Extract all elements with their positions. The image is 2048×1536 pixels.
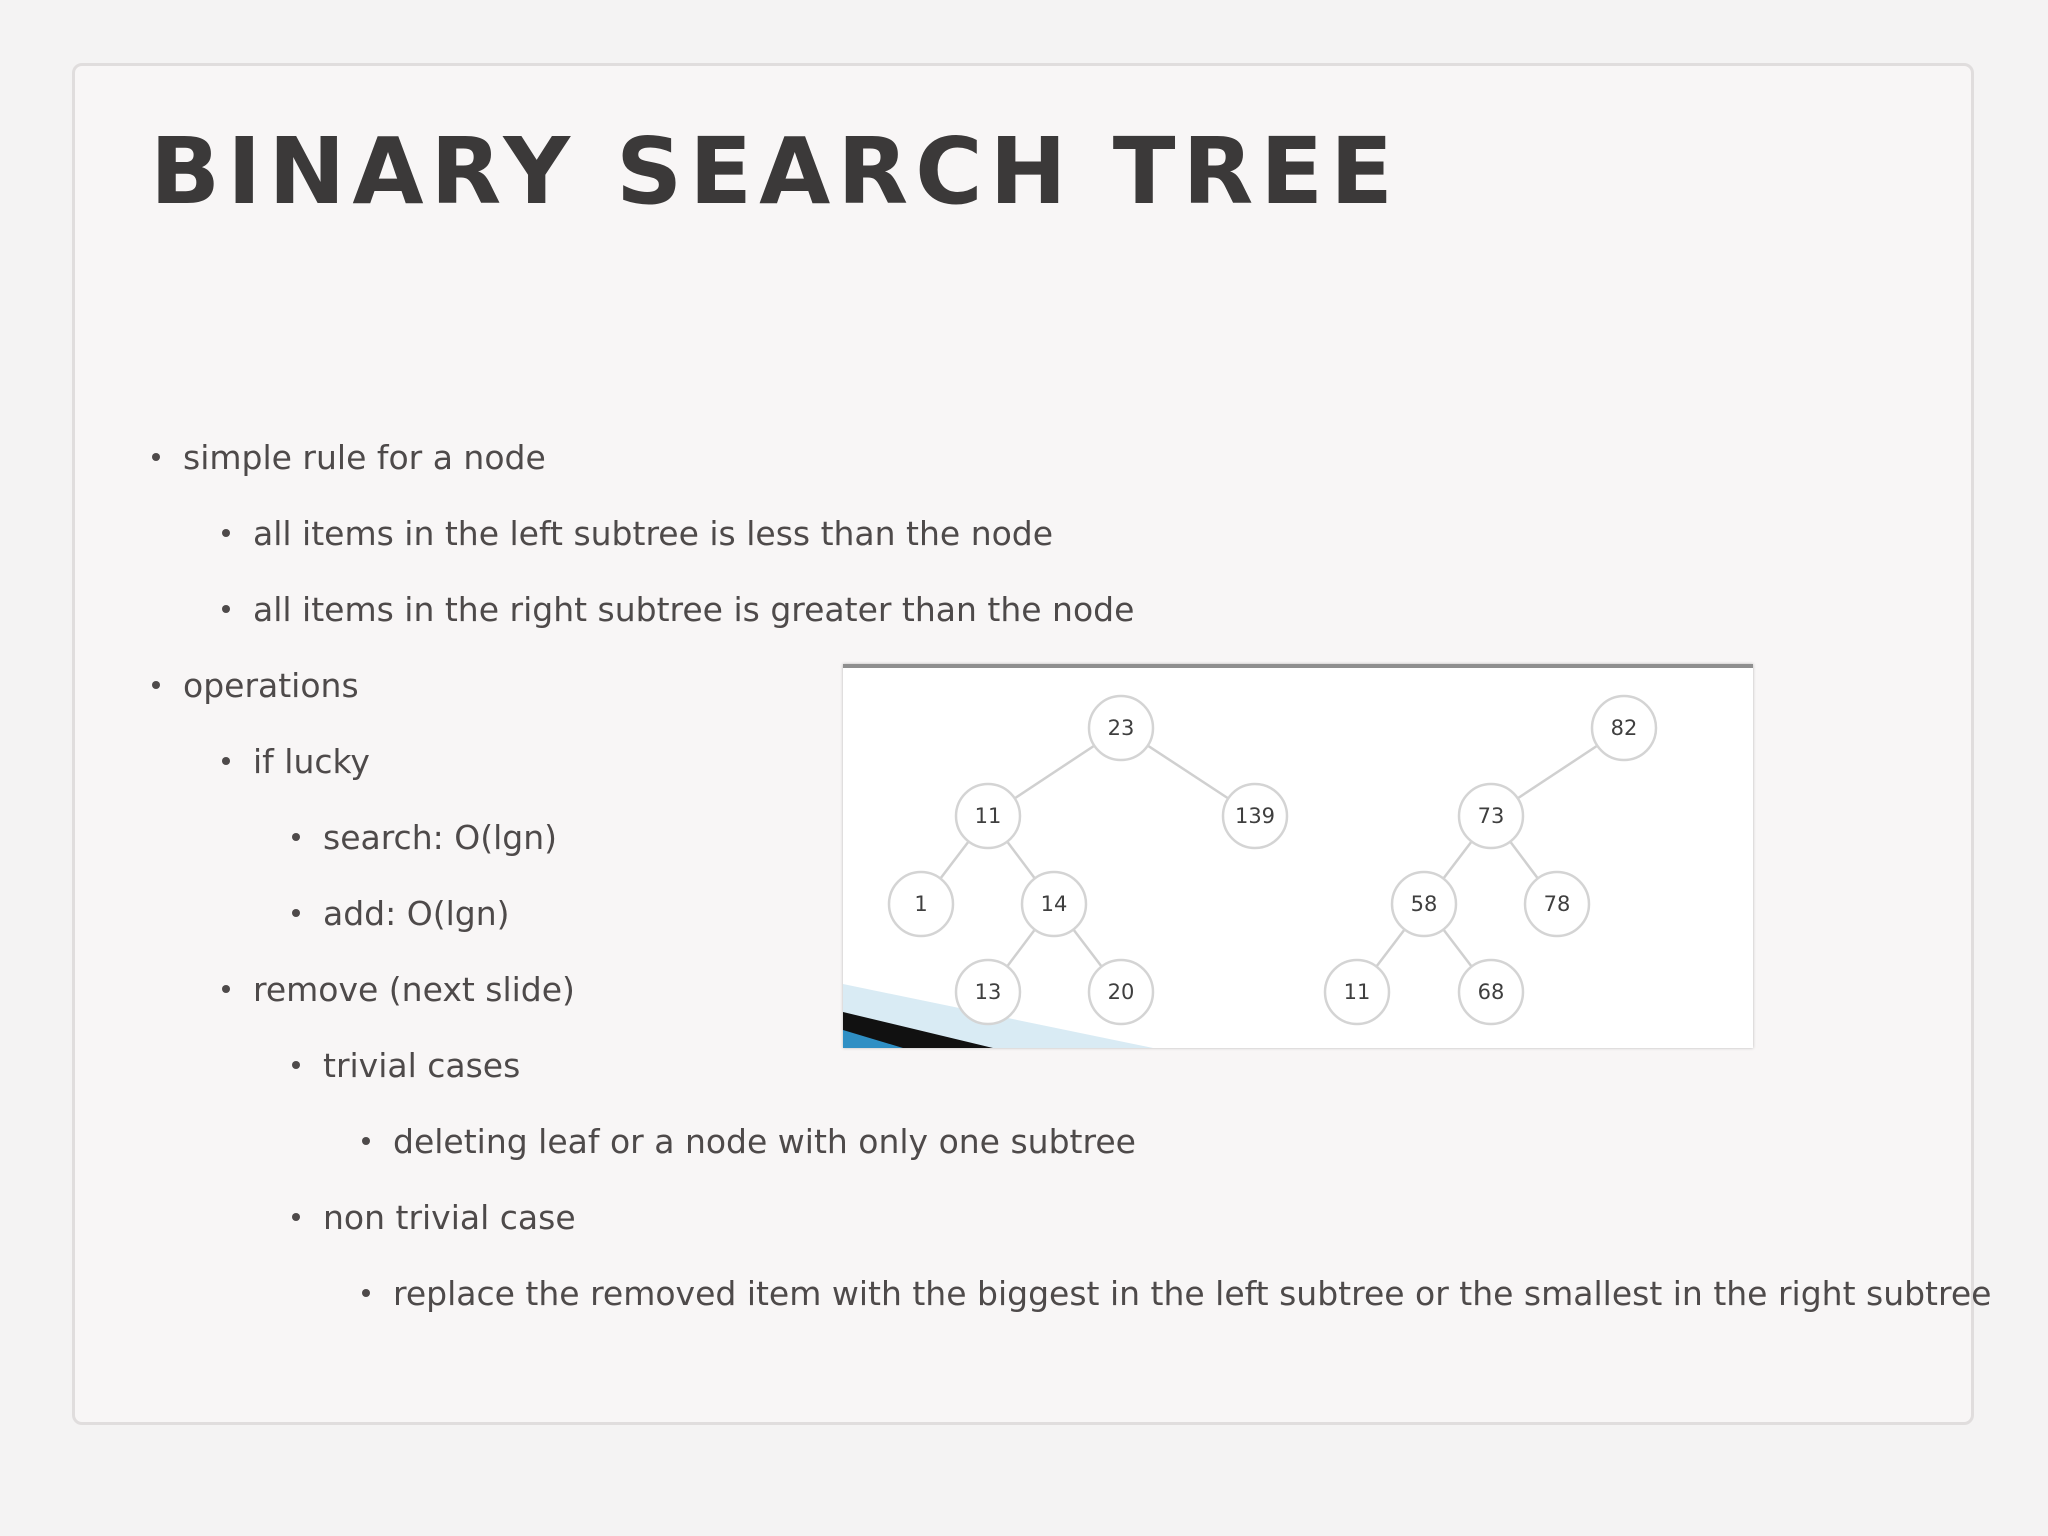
bullet-item (323, 1198, 576, 1237)
bullet-item (253, 514, 1053, 553)
slide-title: BINARY SEARCH TREE (150, 118, 1400, 225)
bullet-dot (222, 529, 230, 537)
node-label: 82 (1610, 716, 1638, 740)
node-label: 68 (1477, 980, 1505, 1004)
bullet-dot (152, 453, 160, 461)
tree-nodes (889, 696, 1656, 1024)
tree-a-node-1 (889, 872, 953, 936)
bst-diagram-svg (843, 668, 1753, 1048)
bullet-text: non trivial case (323, 1198, 576, 1237)
bullet-dot (222, 605, 230, 613)
node-label: 14 (1040, 892, 1068, 916)
tree-b-node-11 (1325, 960, 1389, 1024)
bullet-dot (222, 985, 230, 993)
tree-b-node-68 (1459, 960, 1523, 1024)
bullet-text: all items in the left subtree is less than the node (253, 514, 1054, 553)
tree-b-node-82 (1592, 696, 1656, 760)
tree-a-node-11 (956, 784, 1020, 848)
node-label: 13 (974, 980, 1002, 1004)
node-label: 11 (1343, 980, 1371, 1004)
bst-diagram-image (843, 664, 1753, 1048)
bullet-dot (292, 833, 300, 841)
bullet-text: remove (next slide) (253, 970, 575, 1009)
node-label: 11 (974, 804, 1002, 828)
tree-edges (921, 728, 1624, 992)
bullet-item (183, 438, 546, 477)
bullet-dot (292, 1213, 300, 1221)
tree-b-node-73 (1459, 784, 1523, 848)
bullet-item (393, 1274, 1991, 1313)
bullet-item (253, 590, 1134, 629)
bullet-item (253, 970, 575, 1009)
bullet-text: add: O(lgn) (323, 894, 510, 933)
tree-b-node-58 (1392, 872, 1456, 936)
tree-a-node-13 (956, 960, 1020, 1024)
tree-a-node-23 (1089, 696, 1153, 760)
tree-a-node-139 (1223, 784, 1287, 848)
bullet-dot (362, 1289, 370, 1297)
bullet-item (393, 1122, 1136, 1161)
tree-a-node-14 (1022, 872, 1086, 936)
tree-a-node-20 (1089, 960, 1153, 1024)
bullet-item (183, 666, 359, 705)
bullet-text: operations (183, 666, 359, 705)
bullet-dot (292, 1061, 300, 1069)
node-label: 139 (1234, 804, 1276, 828)
bullet-item (323, 818, 557, 857)
bullet-text: deleting leaf or a node with only one subtree (393, 1122, 1136, 1161)
bullet-dot (222, 757, 230, 765)
bullet-dot (362, 1137, 370, 1145)
bullet-text: if lucky (253, 742, 370, 781)
bullet-text: replace the removed item with the biggest in the left subtree or the smallest in the right subtree (393, 1274, 1992, 1313)
node-label: 73 (1477, 804, 1505, 828)
node-label: 58 (1410, 892, 1438, 916)
bullet-text: all items in the right subtree is greater than the node (253, 590, 1135, 629)
node-label: 20 (1107, 980, 1135, 1004)
bullet-text: trivial cases (323, 1046, 521, 1085)
bullet-text: simple rule for a node (183, 438, 546, 477)
bullet-dot (292, 909, 300, 917)
bullet-item (323, 894, 509, 933)
bullet-item (323, 1046, 520, 1085)
tree-b-node-78 (1525, 872, 1589, 936)
bullet-item (253, 742, 370, 781)
bullet-dot (152, 681, 160, 689)
node-label: 1 (914, 892, 928, 916)
node-label: 23 (1107, 716, 1135, 740)
node-label: 78 (1543, 892, 1571, 916)
bullet-text: search: O(lgn) (323, 818, 557, 857)
